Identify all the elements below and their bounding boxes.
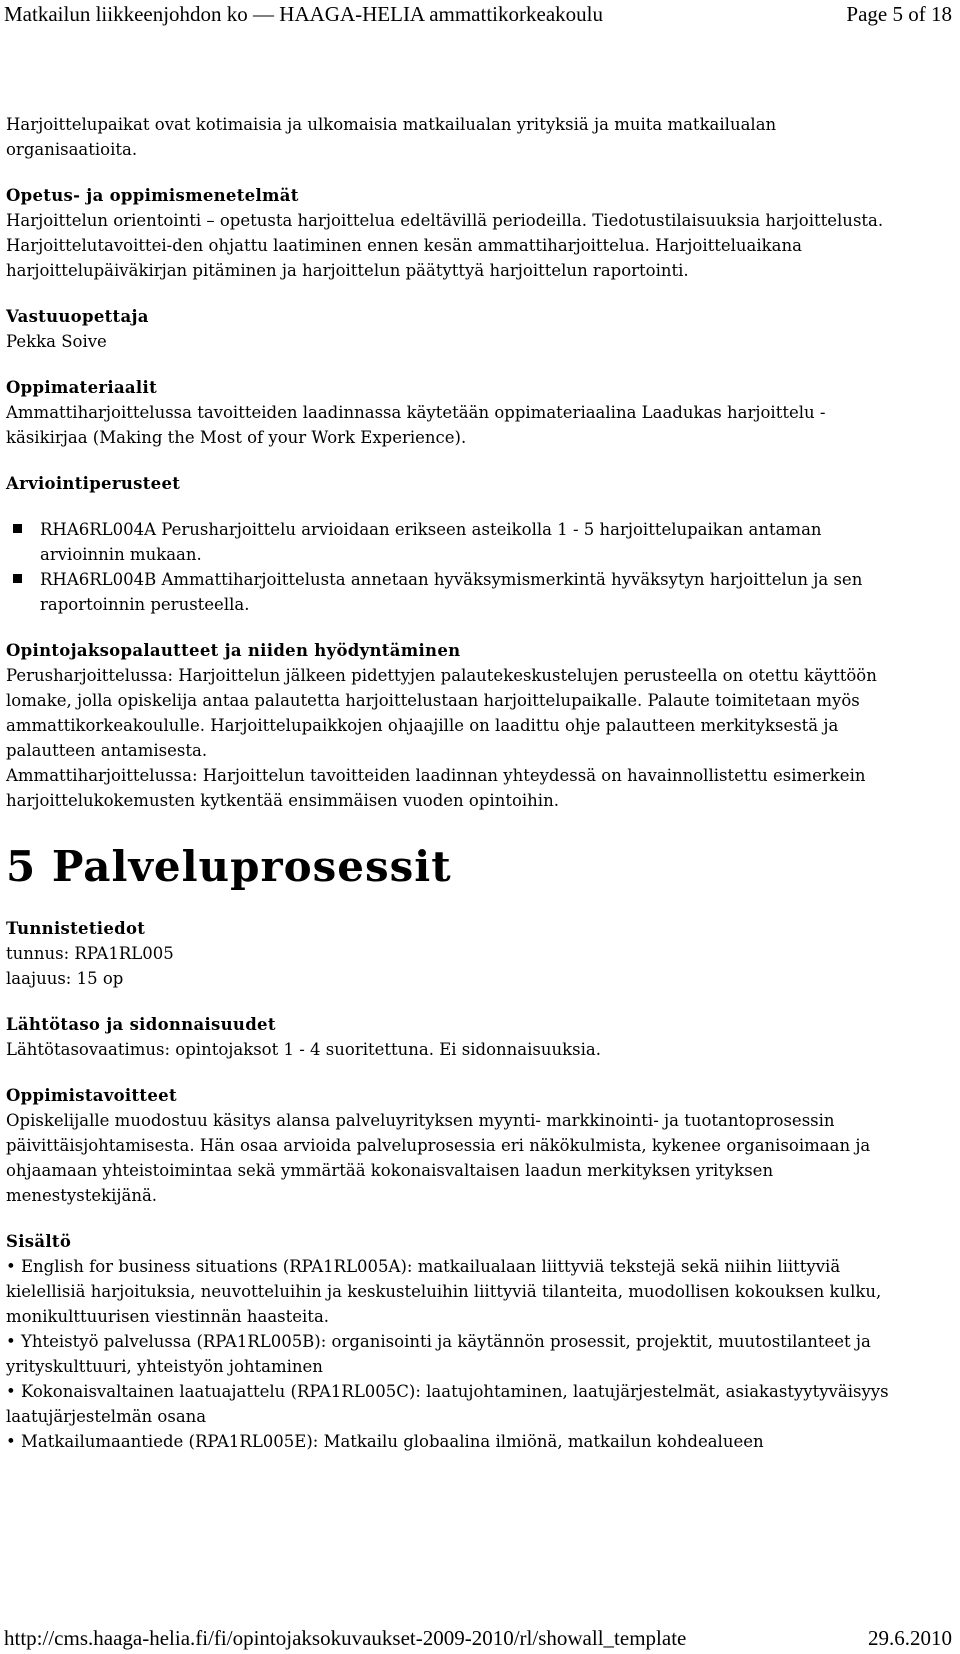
info-heading: Tunnistetiedot	[6, 919, 146, 938]
intro-paragraph: Harjoittelupaikat ovat kotimaisia ja ulkomaisia matkailualan yrityksiä ja muita matkailualan organisaatioita.	[6, 115, 777, 159]
list-item: • English for business situations (RPA1RL005A): matkailualaan liittyviä tekstejä sekä niihin liittyviä kielellisiä harjoituksia, neuvotteluihin ja keskusteluihin liittyviä tilanteita, muodollisen kokouksen kulku, monikulttuurisen viestinnän haasteita.	[6, 1257, 882, 1326]
list-item: • Matkailumaantiede (RPA1RL005E): Matkailu globaalina ilmiönä, matkailun kohdealueen	[6, 1432, 764, 1451]
prereq-text: Lähtötasovaatimus: opintojaksot 1 - 4 suoritettuna. Ei sidonnaisuuksia.	[6, 1040, 601, 1059]
print-header	[4, 2, 952, 32]
feedback-text-1: Perusharjoittelussa: Harjoittelun jälkeen pidettyjen palautekeskustelujen perusteella on otettu käyttöön lomake, jolla opiskelija antaa palautetta harjoittelustaan harjoittelupaikalle. Palaute toimitetaan myös ammattikorkeakoululle. Harjoittelupaikkojen ohjaajille on laadittu ohje palautteen merkityksestä ja palautteen antamisesta.	[6, 666, 877, 760]
goals-text: Opiskelijalle muodostuu käsitys alansa palveluyrityksen myynti- markkinointi- ja tuotantoprosessin päivittäisjohtamisesta. Hän osaa arvioida palveluprosessia eri näkökulmista, kykenee organisoimaan ja ohjaamaan yhteistoimintaa sekä ymmärtää kokonaisvaltaisen laadun merkityksen yrityksen menestystekijänä.	[6, 1111, 871, 1205]
prereq-heading: Lähtötaso ja sidonnaisuudet	[6, 1015, 276, 1034]
print-date: 29.6.2010	[868, 1626, 952, 1650]
square-bullet-icon	[13, 574, 22, 583]
main-content	[6, 112, 906, 1454]
square-bullet-icon	[13, 524, 22, 533]
contents-heading: Sisältö	[6, 1232, 72, 1251]
criteria-list	[6, 517, 906, 617]
teacher-heading: Vastuuopettaja	[6, 307, 149, 326]
print-footer	[4, 1626, 952, 1654]
document-title: Matkailun liikkeenjohdon ko — HAAGA-HELIA ammattikorkeakoulu	[4, 2, 603, 26]
materials-heading: Oppimateriaalit	[6, 378, 157, 397]
methods-heading: Opetus- ja oppimismenetelmät	[6, 186, 299, 205]
course-code: tunnus: RPA1RL005	[6, 944, 174, 963]
contents-list	[6, 1254, 906, 1454]
feedback-heading: Opintojaksopalautteet ja niiden hyödyntäminen	[6, 641, 461, 660]
list-item: RHA6RL004B Ammattiharjoittelusta annetaan hyväksymismerkintä hyväksytyn harjoittelun ja sen raportoinnin perusteella.	[40, 567, 906, 617]
list-item: • Kokonaisvaltainen laatuajattelu (RPA1RL005C): laatujohtaminen, laatujärjestelmät, asiakastyytyväisyys laatujärjestelmän osana	[6, 1382, 889, 1426]
list-item: • Yhteistyö palvelussa (RPA1RL005B): organisointi ja käytännön prosessit, projektit, muutostilanteet ja yrityskulttuuri, yhteistyön johtaminen	[6, 1332, 871, 1376]
section-title: 5 Palveluprosessit	[6, 842, 452, 891]
course-scope: laajuus: 15 op	[6, 969, 124, 988]
list-item: RHA6RL004A Perusharjoittelu arvioidaan erikseen asteikolla 1 - 5 harjoittelupaikan antaman arvioinnin mukaan.	[40, 517, 906, 567]
page-number: Page 5 of 18	[846, 2, 952, 26]
page-url: http://cms.haaga-helia.fi/fi/opintojaksokuvaukset-2009-2010/rl/showall_template	[4, 1626, 687, 1650]
materials-text: Ammattiharjoittelussa tavoitteiden laadinnassa käytetään oppimateriaalina Laadukas harjoittelu -käsikirjaa (Making the Most of your Work Experience).	[6, 403, 826, 447]
feedback-text-2: Ammattiharjoittelussa: Harjoittelun tavoitteiden laadinnan yhteydessä on havainnollistettu esimerkein harjoittelukokemusten kytkentää ensimmäisen vuoden opintoihin.	[6, 766, 866, 810]
criteria-heading: Arviointiperusteet	[6, 474, 181, 493]
methods-text: Harjoittelun orientointi – opetusta harjoittelua edeltävillä periodeilla. Tiedotustilaisuuksia harjoittelusta. Harjoittelutavoittei-den ohjattu laatiminen ennen kesän ammattiharjoittelua. Harjoitteluaikana harjoittelupäiväkirjan pitäminen ja harjoittelun päätyttyä harjoittelun raportointi.	[6, 211, 884, 280]
teacher-name: Pekka Soive	[6, 332, 107, 351]
goals-heading: Oppimistavoitteet	[6, 1086, 177, 1105]
